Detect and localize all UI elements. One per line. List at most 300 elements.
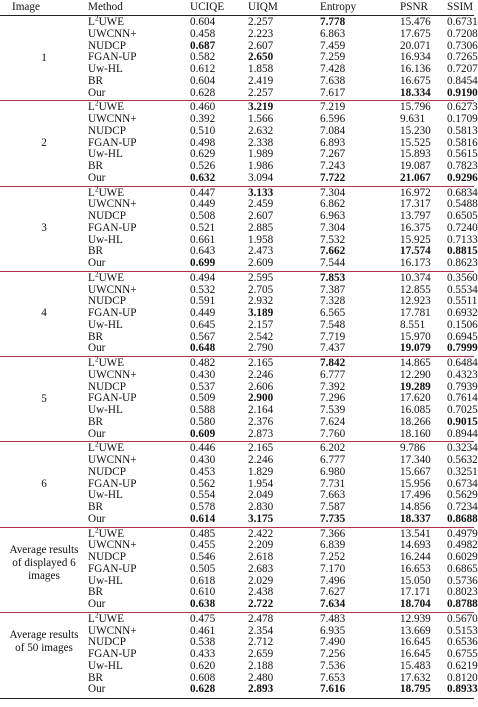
psnr-cell: 15.893 [400,148,431,161]
entropy-cell: 6.202 [320,442,346,455]
ssim-cell: 0.5629 [447,489,478,502]
ssim-cell: 0.8944 [447,427,478,440]
ssim-cell: 0.6536 [447,636,478,649]
entropy-cell: 7.617 [320,86,346,99]
method-cell: $L^2UWE$ [88,269,125,284]
method-cell: FGAN-UP [88,307,137,319]
uciqe-cell: 0.578 [190,501,216,513]
uciqe-cell: 0.582 [190,51,216,64]
method-cell: Our [88,257,106,269]
entropy-cell: 7.259 [320,51,346,64]
method-cell: FGAN-UP [88,221,137,234]
uiqm-cell: 1.566 [248,113,274,125]
uciqe-cell: 0.538 [190,636,216,649]
uciqe-cell: 0.591 [190,295,216,308]
uciqe-cell: 0.609 [190,427,216,440]
uiqm-cell: 2.257 [248,86,274,99]
psnr-cell: 17.781 [400,307,431,319]
ssim-cell: 0.7240 [447,221,478,234]
uciqe-cell: 0.618 [190,574,216,587]
psnr-cell: 17.632 [400,671,431,684]
ssim-cell: 0.7614 [447,392,478,405]
entropy-cell: 7.634 [320,598,346,610]
psnr-cell: 18.795 [400,683,431,696]
entropy-cell: 7.653 [320,671,346,684]
uciqe-cell: 0.588 [190,404,216,416]
entropy-cell: 7.490 [320,636,346,649]
psnr-cell: 14.865 [400,357,431,369]
uiqm-cell: 2.659 [248,648,274,660]
method-cell: NUDCP [88,636,126,649]
uciqe-cell: 0.546 [190,551,216,563]
entropy-cell: 6.893 [320,136,346,149]
uiqm-cell: 3.189 [248,307,274,319]
entropy-cell: 6.963 [320,210,346,222]
entropy-cell: 7.459 [320,39,346,52]
method-cell: NUDCP [88,551,126,563]
uciqe-cell: 0.498 [190,136,216,149]
entropy-cell: 7.536 [320,659,346,672]
uiqm-cell: 2.246 [248,368,274,381]
uiqm-cell: 1.989 [248,148,274,161]
entropy-cell: 6.777 [320,454,346,466]
entropy-cell: 7.662 [320,245,346,258]
entropy-cell: 7.428 [320,63,346,75]
method-cell: $L^2UWE$ [88,524,125,540]
uciqe-cell: 0.526 [190,160,216,172]
uiqm-cell: 1.958 [248,233,274,246]
psnr-cell: 13.669 [400,624,431,637]
method-cell: BR [88,501,103,513]
ssim-cell: 0.6755 [447,648,478,660]
uiqm-cell: 3.133 [248,186,274,199]
ssim-cell: 0.7939 [447,380,478,393]
entropy-cell: 7.532 [320,233,346,246]
method-cell: Uw-HL [88,489,123,502]
psnr-cell: 15.525 [400,136,431,149]
entropy-cell: 7.243 [320,160,346,172]
uciqe-cell: 0.521 [190,221,216,234]
uiqm-cell: 2.049 [248,489,274,502]
uiqm-cell: 2.459 [248,198,274,211]
header-ssim: SSIM [447,1,474,13]
ssim-cell: 0.6865 [447,562,478,575]
uiqm-cell: 2.188 [248,659,274,672]
method-cell: UWCNN+ [88,27,137,40]
entropy-cell: 7.663 [320,489,346,502]
entropy-cell: 7.722 [320,171,346,184]
method-cell: FGAN-UP [88,51,137,64]
method-cell: FGAN-UP [88,648,137,660]
method-cell: Our [88,683,106,696]
method-cell: NUDCP [88,210,126,222]
psnr-cell: 16.972 [400,186,431,199]
entropy-cell: 7.267 [320,148,346,161]
psnr-cell: 19.079 [400,342,431,355]
uciqe-cell: 0.508 [190,210,216,222]
psnr-cell: 19.289 [400,380,431,393]
psnr-cell: 15.476 [400,16,431,28]
uiqm-cell: 2.650 [248,51,274,64]
ssim-cell: 0.7823 [447,160,478,172]
row-divider [0,698,474,699]
method-cell: UWCNN+ [88,539,137,552]
ssim-cell: 0.7207 [447,63,478,75]
ssim-cell: 0.1709 [447,113,478,125]
psnr-cell: 15.230 [400,124,431,137]
header-psnr: PSNR [400,1,428,13]
ssim-cell: 0.5615 [447,148,478,161]
uciqe-cell: 0.699 [190,257,216,269]
uciqe-cell: 0.648 [190,342,216,355]
entropy-cell: 7.853 [320,271,346,284]
psnr-cell: 18.337 [400,512,431,525]
method-cell: Our [88,86,106,99]
psnr-cell: 16.675 [400,74,431,87]
uiqm-cell: 2.354 [248,624,274,637]
uiqm-cell: 2.257 [248,16,274,28]
entropy-cell: 7.304 [320,186,346,199]
psnr-cell: 18.704 [400,598,431,610]
psnr-cell: 17.675 [400,27,431,40]
entropy-cell: 6.980 [320,465,346,478]
method-cell: Uw-HL [88,233,123,246]
psnr-cell: 15.925 [400,233,431,246]
ssim-cell: 0.4323 [447,368,478,381]
header-uciqe: UCIQE [190,1,225,13]
method-cell: Uw-HL [88,148,123,161]
method-cell: $L^2UWE$ [88,13,125,28]
uiqm-cell: 2.712 [248,636,274,649]
ssim-cell: 0.9190 [447,86,478,99]
psnr-cell: 20.071 [400,39,431,52]
psnr-cell: 18.334 [400,86,431,99]
uciqe-cell: 0.580 [190,415,216,428]
uciqe-cell: 0.485 [190,527,216,540]
method-cell: BR [88,671,103,684]
psnr-cell: 8.551 [400,318,426,331]
image-group-label: Average results of displayed 6 images [9,543,79,582]
ssim-cell: 0.6731 [447,16,478,28]
method-cell: FGAN-UP [88,477,137,490]
uciqe-cell: 0.645 [190,318,216,331]
uiqm-cell: 2.609 [248,257,274,269]
uiqm-cell: 2.246 [248,454,274,466]
header-uiqm: UIQM [248,1,278,13]
uciqe-cell: 0.455 [190,539,216,552]
method-cell: Our [88,342,106,355]
method-cell: UWCNN+ [88,368,137,381]
psnr-cell: 14.693 [400,539,431,552]
uciqe-cell: 0.449 [190,307,216,319]
uiqm-cell: 2.885 [248,221,274,234]
uiqm-cell: 1.858 [248,63,274,75]
method-cell: FGAN-UP [88,562,137,575]
uiqm-cell: 2.618 [248,551,274,563]
psnr-cell: 16.173 [400,257,431,269]
uiqm-cell: 2.790 [248,342,274,355]
ssim-cell: 0.5813 [447,124,478,137]
psnr-cell: 15.667 [400,465,431,478]
ssim-cell: 0.4979 [447,527,478,540]
ssim-cell: 0.5534 [447,283,478,296]
method-cell: BR [88,330,103,343]
ssim-cell: 0.8788 [447,598,478,610]
psnr-cell: 13.541 [400,527,431,540]
psnr-cell: 16.645 [400,648,431,660]
uciqe-cell: 0.554 [190,489,216,502]
ssim-cell: 0.1506 [447,318,478,331]
uiqm-cell: 2.705 [248,283,274,296]
method-cell: UWCNN+ [88,624,137,637]
psnr-cell: 10.374 [400,271,431,284]
method-cell: FGAN-UP [88,392,137,405]
uciqe-cell: 0.610 [190,586,216,599]
entropy-cell: 7.170 [320,562,346,575]
method-cell: NUDCP [88,295,126,308]
uciqe-cell: 0.628 [190,683,216,696]
uiqm-cell: 2.209 [248,539,274,552]
entropy-cell: 7.587 [320,501,346,513]
entropy-cell: 7.638 [320,74,346,87]
ssim-cell: 0.7208 [447,27,478,40]
psnr-cell: 15.050 [400,574,431,587]
method-cell: FGAN-UP [88,136,137,149]
entropy-cell: 6.777 [320,368,346,381]
psnr-cell: 17.574 [400,245,431,258]
uciqe-cell: 0.475 [190,612,216,625]
entropy-cell: 7.392 [320,380,346,393]
entropy-cell: 7.842 [320,357,346,369]
psnr-cell: 12.290 [400,368,431,381]
method-cell: UWCNN+ [88,113,137,125]
psnr-cell: 9.786 [400,442,426,455]
ssim-cell: 0.6484 [447,357,478,369]
uciqe-cell: 0.638 [190,598,216,610]
uiqm-cell: 2.157 [248,318,274,331]
method-cell: Our [88,171,106,184]
entropy-cell: 7.296 [320,392,346,405]
entropy-cell: 7.624 [320,415,346,428]
psnr-cell: 17.340 [400,454,431,466]
uciqe-cell: 0.505 [190,562,216,575]
method-cell: BR [88,245,103,258]
uciqe-cell: 0.604 [190,16,216,28]
uiqm-cell: 2.473 [248,245,274,258]
ssim-cell: 0.6932 [447,307,478,319]
uciqe-cell: 0.509 [190,392,216,405]
entropy-cell: 7.366 [320,527,346,540]
ssim-cell: 0.7234 [447,501,478,513]
uiqm-cell: 2.595 [248,271,274,284]
image-group-label: 6 [41,477,47,490]
entropy-cell: 7.496 [320,574,346,587]
psnr-cell: 18.160 [400,427,431,440]
image-group-label: 1 [41,51,47,64]
image-group-label: 2 [41,136,47,149]
psnr-cell: 15.956 [400,477,431,490]
ssim-cell: 0.6029 [447,551,478,563]
entropy-cell: 6.565 [320,307,346,319]
ssim-cell: 0.8120 [447,671,478,684]
ssim-cell: 0.7306 [447,39,478,52]
uiqm-cell: 2.932 [248,295,274,308]
uiqm-cell: 2.893 [248,683,274,696]
uiqm-cell: 2.480 [248,671,274,684]
ssim-cell: 0.5816 [447,136,478,149]
method-cell: NUDCP [88,124,126,137]
header-entropy: Entropy [320,1,357,13]
uciqe-cell: 0.449 [190,198,216,211]
entropy-cell: 6.862 [320,198,346,211]
uiqm-cell: 2.606 [248,380,274,393]
ssim-cell: 0.5488 [447,198,478,211]
method-cell: UWCNN+ [88,283,137,296]
entropy-cell: 7.252 [320,551,346,563]
uciqe-cell: 0.632 [190,171,216,184]
uiqm-cell: 2.223 [248,27,274,40]
entropy-cell: 7.437 [320,342,346,355]
uciqe-cell: 0.628 [190,86,216,99]
uciqe-cell: 0.392 [190,113,216,125]
method-cell: Uw-HL [88,574,123,587]
psnr-cell: 17.171 [400,586,431,599]
uiqm-cell: 2.165 [248,442,274,455]
method-cell: NUDCP [88,380,126,393]
method-cell: Uw-HL [88,318,123,331]
uiqm-cell: 2.338 [248,136,274,149]
image-group-label: 4 [41,307,47,320]
entropy-cell: 7.328 [320,295,346,308]
psnr-cell: 12.923 [400,295,431,308]
entropy-cell: 7.778 [320,16,346,28]
psnr-cell: 16.653 [400,562,431,575]
ssim-cell: 0.8623 [447,257,478,269]
uciqe-cell: 0.430 [190,368,216,381]
psnr-cell: 17.496 [400,489,431,502]
method-cell: Uw-HL [88,63,123,75]
uciqe-cell: 0.629 [190,148,216,161]
ssim-cell: 0.6734 [447,477,478,490]
method-cell: $L^2UWE$ [88,354,125,369]
uiqm-cell: 2.542 [248,330,274,343]
image-group-label: Average results of 50 images [9,628,79,654]
ssim-cell: 0.6834 [447,186,478,199]
entropy-cell: 7.256 [320,648,346,660]
uciqe-cell: 0.447 [190,186,216,199]
uciqe-cell: 0.461 [190,624,216,637]
method-cell: BR [88,415,103,428]
psnr-cell: 16.645 [400,636,431,649]
uciqe-cell: 0.510 [190,124,216,137]
method-cell: BR [88,74,103,87]
entropy-cell: 6.863 [320,27,346,40]
uiqm-cell: 1.986 [248,160,274,172]
uiqm-cell: 3.094 [248,171,274,184]
ssim-cell: 0.9296 [447,171,478,184]
entropy-cell: 6.839 [320,539,346,552]
entropy-cell: 7.731 [320,477,346,490]
uiqm-cell: 2.478 [248,612,274,625]
ssim-cell: 0.5511 [447,295,478,308]
entropy-cell: 7.735 [320,512,346,525]
uiqm-cell: 2.165 [248,357,274,369]
psnr-cell: 15.970 [400,330,431,343]
psnr-cell: 15.796 [400,101,431,114]
uiqm-cell: 2.873 [248,427,274,440]
ssim-cell: 0.5632 [447,454,478,466]
psnr-cell: 12.939 [400,612,431,625]
uiqm-cell: 2.632 [248,124,274,137]
entropy-cell: 7.616 [320,683,346,696]
ssim-cell: 0.8454 [447,74,478,87]
uiqm-cell: 2.029 [248,574,274,587]
uciqe-cell: 0.453 [190,465,216,478]
ssim-cell: 0.7999 [447,342,478,355]
uiqm-cell: 2.164 [248,404,274,416]
ssim-cell: 0.8688 [447,512,478,525]
method-cell: NUDCP [88,465,126,478]
ssim-cell: 0.6273 [447,101,478,114]
method-cell: Uw-HL [88,659,123,672]
uiqm-cell: 1.829 [248,465,274,478]
method-cell: $L^2UWE$ [88,98,125,114]
entropy-cell: 7.544 [320,257,346,269]
psnr-cell: 16.085 [400,404,431,416]
psnr-cell: 13.797 [400,210,431,222]
method-cell: Our [88,512,106,525]
entropy-cell: 7.760 [320,427,346,440]
psnr-cell: 16.375 [400,221,431,234]
entropy-cell: 7.627 [320,586,346,599]
uciqe-cell: 0.494 [190,271,216,284]
ssim-cell: 0.8815 [447,245,478,258]
ssim-cell: 0.6219 [447,659,478,672]
uiqm-cell: 2.607 [248,210,274,222]
ssim-cell: 0.7025 [447,404,478,416]
psnr-cell: 14.856 [400,501,431,513]
ssim-cell: 0.3234 [447,442,478,455]
uciqe-cell: 0.433 [190,648,216,660]
image-group-label: 5 [41,392,47,405]
uciqe-cell: 0.612 [190,63,216,75]
uiqm-cell: 2.376 [248,415,274,428]
uiqm-cell: 2.830 [248,501,274,513]
psnr-cell: 16.136 [400,63,431,75]
uiqm-cell: 2.900 [248,392,274,405]
entropy-cell: 7.719 [320,330,346,343]
uciqe-cell: 0.460 [190,101,216,114]
entropy-cell: 7.548 [320,318,346,331]
method-cell: UWCNN+ [88,454,137,466]
method-cell: UWCNN+ [88,198,137,211]
uiqm-cell: 2.607 [248,39,274,52]
header-method: Method [88,1,123,13]
image-group-label: 3 [41,222,47,235]
method-cell: $L^2UWE$ [88,439,125,455]
entropy-cell: 7.304 [320,221,346,234]
ssim-cell: 0.8023 [447,586,478,599]
psnr-cell: 19.087 [400,160,431,172]
method-cell: $L^2UWE$ [88,610,125,625]
psnr-cell: 17.317 [400,198,431,211]
ssim-cell: 0.3560 [447,271,478,284]
entropy-cell: 6.596 [320,113,346,125]
uciqe-cell: 0.604 [190,74,216,87]
ssim-cell: 0.4982 [447,539,478,552]
ssim-cell: 0.7133 [447,233,478,246]
uiqm-cell: 2.722 [248,598,274,610]
